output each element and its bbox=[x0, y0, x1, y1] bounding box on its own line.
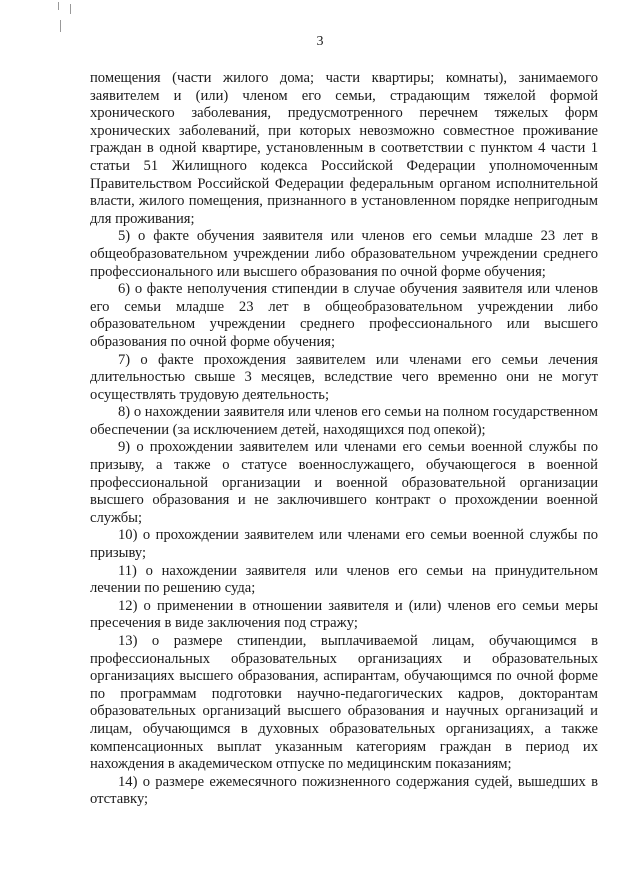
list-item-12: 12) о применении в отношении заявителя и (или) членов его семьи меры пресечения в виде заключения под стражу; bbox=[90, 597, 598, 632]
list-item-9: 9) о прохождении заявителем или членами его семьи военной службы по призыву, а также о статусе военнослужащего, обучающегося в военной профессиональной организации и военной образовательной организации высшего образования и не заключившего контракт о прохождении военной службы; bbox=[90, 439, 598, 526]
list-item-8: 8) о нахождении заявителя или членов его семьи на полном государственном обеспечении (за исключением детей, находящихся под опекой); bbox=[90, 404, 598, 438]
list-item-5: 5) о факте обучения заявителя или членов его семьи младше 23 лет в общеобразовательном учреждении либо образовательном учреждении среднего профессионального или высшего образования по очной форме обучения; bbox=[90, 228, 598, 280]
list-item-14: 14) о размере ежемесячного пожизненного содержания судей, вышедших в отставку; bbox=[90, 773, 598, 808]
paragraph-continuation: помещения (части жилого дома; части квартиры; комнаты), занимаемого заявителем и (или) членом его семьи, страдающим тяжелой формой хронического заболевания, предусмотренного перечнем тяжелых форм хронических заболеваний, при которых невозможно совместное проживание граждан в одной квартире, установленным в соответствии с пунктом 4 части 1 статьи 51 Жилищного кодекса Российской Федерации уполномоченным Правительством Российской Федерации федеральным органом исполнительной власти, жилого помещения, признанного в установленном порядке непригодным для проживания; bbox=[90, 70, 598, 227]
list-item-13: 13) о размере стипендии, выплачиваемой лицам, обучающимся в профессиональных образовательных организациях и образовательных организациях высшего образования, аспирантам, обучающимся по очной форме по программам подготовки научно-педагогических кадров, докторантам образовательных организаций высшего образования и научных организаций и лицам, обучающимся в духовных образовательных организациях, а также компенсационных выплат указанным категориям граждан в период их нахождения в академическом отпуске по медицинским показаниям; bbox=[90, 633, 598, 773]
list-item-6: 6) о факте неполучения стипендии в случае обучения заявителя или членов его семьи младше 23 лет в общеобразовательном учреждении либо образовательном учреждении среднего профессионального или высшего образования по очной форме обучения; bbox=[90, 281, 598, 350]
list-item-10: 10) о прохождении заявителем или членами его семьи военной службы по призыву; bbox=[90, 527, 598, 562]
list-item-11: 11) о нахождении заявителя или членов его семьи на принудительном лечении по решению суда; bbox=[90, 562, 598, 597]
page-number: 3 bbox=[316, 34, 324, 49]
document-body bbox=[90, 70, 598, 809]
list-item-7: 7) о факте прохождения заявителем или членами его семьи лечения длительностью свыше 3 месяцев, вследствие чего временно они не могут осуществлять трудовую деятельность; bbox=[90, 351, 598, 403]
